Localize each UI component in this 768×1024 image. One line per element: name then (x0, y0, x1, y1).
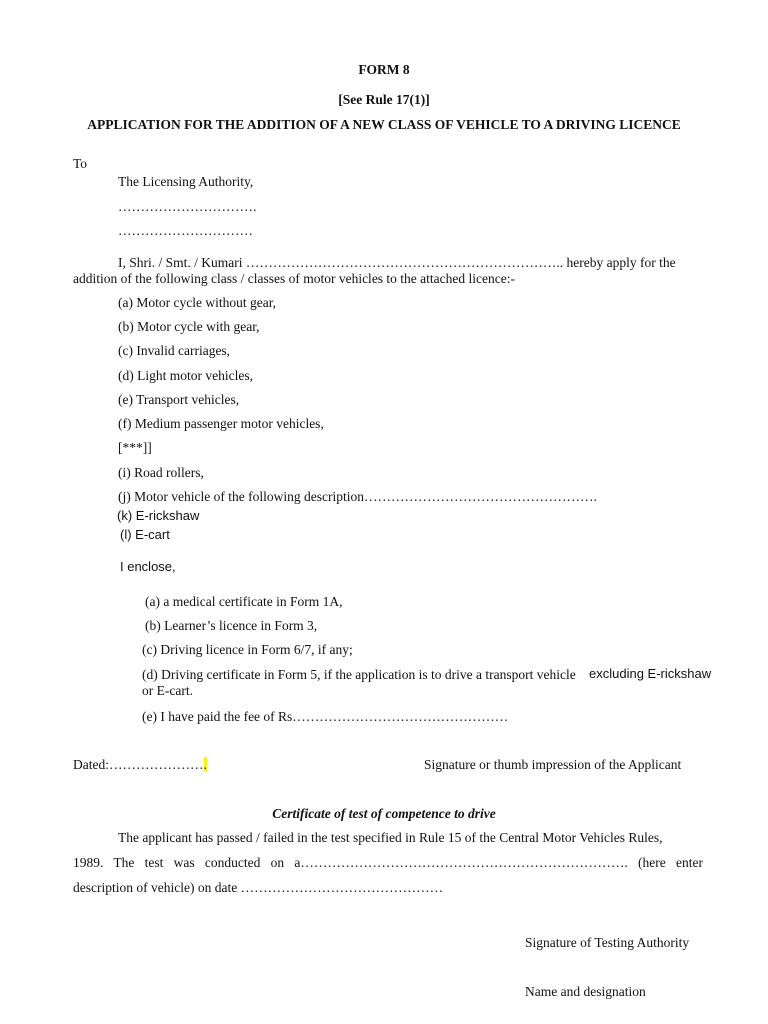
list-item: (b) Motor cycle with gear, (118, 319, 260, 334)
testing-authority-signature-label: Signature of Testing Authority (525, 935, 690, 950)
name-designation-label: Name and designation (525, 984, 646, 999)
list-item: (a) Motor cycle without gear, (118, 295, 277, 310)
list-item: (e) Transport vehicles, (118, 392, 240, 407)
vehicle-description-line[interactable]: (j) Motor vehicle of the following description……………………………………………. (118, 489, 597, 504)
certificate-paragraph-line-3[interactable]: description of vehicle) on date ……………………………………… (73, 880, 444, 895)
applicant-signature-label: Signature or thumb impression of the Applicant (424, 757, 682, 772)
list-item: (f) Medium passenger motor vehicles, (118, 416, 324, 431)
rule-reference: [See Rule 17(1)] (338, 92, 430, 107)
form-title: APPLICATION FOR THE ADDITION OF A NEW CLASS OF VEHICLE TO A DRIVING LICENCE (87, 117, 681, 132)
list-item: (a) a medical certificate in Form 1A, (145, 594, 343, 609)
list-item: (l) E-cart (120, 527, 170, 542)
list-item: [***]] (118, 440, 152, 455)
address-line-2[interactable]: ………………………… (118, 223, 253, 238)
list-item: (i) Road rollers, (118, 465, 204, 480)
certificate-paragraph-line-2[interactable]: 1989. The test was conducted on a………………………………………………………………. (here enter (73, 855, 703, 870)
address-to: To (73, 156, 88, 171)
fee-line[interactable]: (e) I have paid the fee of Rs………………………………………… (142, 709, 509, 724)
list-item-continuation: excluding E-rickshaw (589, 666, 712, 681)
address-authority: The Licensing Authority, (118, 174, 254, 189)
list-item-continuation: or E-cart. (142, 683, 193, 698)
list-item: (d) Driving certificate in Form 5, if the application is to drive a transport vehicle (142, 667, 576, 682)
form-number: FORM 8 (358, 62, 410, 77)
list-item: (k) E-rickshaw (117, 508, 200, 523)
dated-label: Dated:………………… (73, 757, 204, 772)
certificate-paragraph-line-1: The applicant has passed / failed in the test specified in Rule 15 of the Central Motor Vehicles Rules, (118, 830, 663, 845)
certificate-title: Certificate of test of competence to drive (272, 806, 496, 821)
applicant-name-line[interactable]: I, Shri. / Smt. / Kumari …………………………………………………………….. hereby apply for the (118, 255, 676, 270)
dated-highlight-mark: . (203, 757, 207, 772)
enclosures-heading: I enclose, (120, 559, 176, 574)
list-item: (d) Light motor vehicles, (118, 368, 253, 383)
list-item: (b) Learner’s licence in Form 3, (145, 618, 318, 633)
list-item: (c) Driving licence in Form 6/7, if any; (142, 642, 353, 657)
application-statement: addition of the following class / classes of motor vehicles to the attached licence:- (73, 271, 515, 286)
dated-field[interactable] (73, 757, 207, 773)
address-line-1[interactable]: …………………………. (118, 199, 257, 214)
list-item: (c) Invalid carriages, (118, 343, 231, 358)
